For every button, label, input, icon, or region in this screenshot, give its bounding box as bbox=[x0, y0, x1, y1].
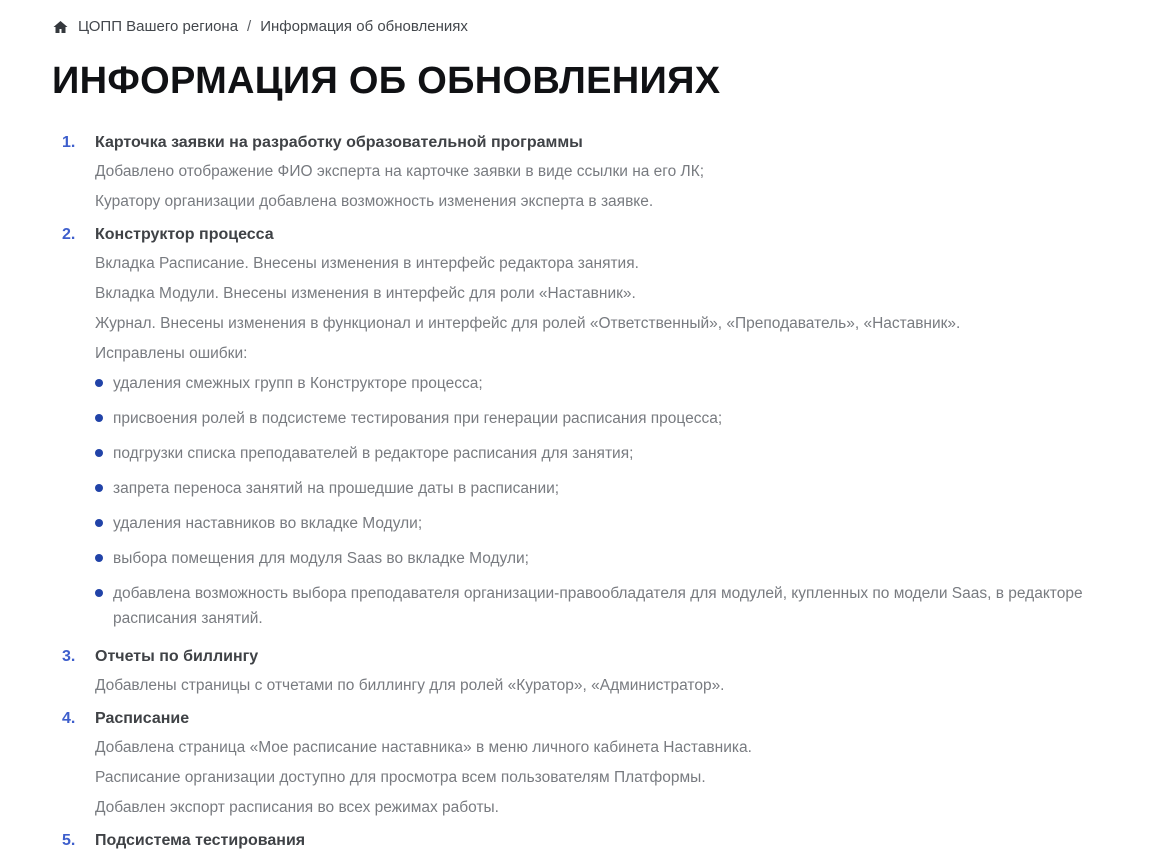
bullet-text: присвоения ролей в подсистеме тестирования при генерации расписания процесса; bbox=[113, 410, 723, 427]
update-number: 2. bbox=[62, 226, 76, 243]
bullet-list bbox=[95, 371, 1125, 631]
bullet-item bbox=[95, 511, 1125, 536]
update-paragraph: Журнал. Внесены изменения в функционал и интерфейс для ролей «Ответственный», «Преподаватель», «Наставник». bbox=[95, 315, 961, 332]
bullet-dot-icon bbox=[95, 589, 103, 597]
update-paragraph: Вкладка Модули. Внесены изменения в интерфейс для роли «Наставник». bbox=[95, 285, 636, 302]
bullet-dot-icon bbox=[95, 554, 103, 562]
update-heading: Подсистема тестирования bbox=[95, 832, 306, 849]
bullet-text: запрета переноса занятий на прошедшие даты в расписании; bbox=[113, 480, 560, 497]
bullet-dot-icon bbox=[95, 414, 103, 422]
update-item bbox=[62, 706, 1125, 828]
update-item bbox=[62, 130, 1125, 222]
bullet-dot-icon bbox=[95, 379, 103, 387]
bullet-text: выбора помещения для модуля Saas во вкладке Модули; bbox=[113, 550, 529, 567]
update-paragraph: Добавлены страницы с отчетами по биллингу для ролей «Куратор», «Администратор». bbox=[95, 677, 725, 694]
update-content bbox=[95, 644, 1125, 706]
update-heading: Конструктор процесса bbox=[95, 226, 274, 243]
bullet-dot-icon bbox=[95, 449, 103, 457]
update-number: 5. bbox=[62, 832, 76, 849]
update-content bbox=[95, 706, 1125, 828]
update-number: 3. bbox=[62, 648, 76, 665]
bullet-text: подгрузки списка преподавателей в редакторе расписания для занятия; bbox=[113, 445, 634, 462]
page-title: ИНФОРМАЦИЯ ОБ ОБНОВЛЕНИЯХ bbox=[52, 60, 721, 102]
bullet-item bbox=[95, 406, 1125, 431]
update-item bbox=[62, 222, 1125, 644]
breadcrumb-separator: / bbox=[247, 18, 252, 35]
bullet-text: удаления наставников во вкладке Модули; bbox=[113, 515, 423, 532]
bullet-item bbox=[95, 371, 1125, 396]
updates-list bbox=[52, 130, 1125, 860]
update-paragraph: Добавлен экспорт расписания во всех режимах работы. bbox=[95, 799, 499, 816]
update-paragraph: Добавлено отображение ФИО эксперта на карточке заявки в виде ссылки на его ЛК; bbox=[95, 163, 705, 180]
breadcrumb-link-home[interactable]: ЦОПП Вашего региона bbox=[78, 18, 239, 35]
update-paragraph: Вкладка Расписание. Внесены изменения в интерфейс редактора занятия. bbox=[95, 255, 639, 272]
bullet-item bbox=[95, 581, 1125, 631]
bullet-dot-icon bbox=[95, 519, 103, 527]
update-item bbox=[62, 828, 1125, 860]
update-number: 4. bbox=[62, 710, 76, 727]
bullet-item bbox=[95, 441, 1125, 466]
update-heading: Расписание bbox=[95, 710, 190, 727]
update-number: 1. bbox=[62, 134, 76, 151]
update-content bbox=[95, 222, 1125, 644]
update-item bbox=[62, 644, 1125, 706]
bullet-item bbox=[95, 546, 1125, 571]
breadcrumb-current: Информация об обновлениях bbox=[260, 18, 468, 35]
update-heading: Отчеты по биллингу bbox=[95, 648, 259, 665]
update-paragraph: Расписание организации доступно для просмотра всем пользователям Платформы. bbox=[95, 769, 706, 786]
breadcrumb bbox=[52, 18, 1125, 35]
update-paragraph: Добавлена страница «Мое расписание наставника» в меню личного кабинета Наставника. bbox=[95, 739, 752, 756]
update-heading: Карточка заявки на разработку образовательной программы bbox=[95, 134, 583, 151]
update-content bbox=[95, 828, 1125, 860]
bullet-dot-icon bbox=[95, 484, 103, 492]
update-content bbox=[95, 130, 1125, 222]
bullet-text: добавлена возможность выбора преподавателя организации-правообладателя для модулей, купленных по модели Saas, в редакторе расписания занятий. bbox=[113, 585, 1083, 627]
update-paragraph: Куратору организации добавлена возможность изменения эксперта в заявке. bbox=[95, 193, 654, 210]
home-icon[interactable] bbox=[52, 19, 69, 35]
bullet-item bbox=[95, 476, 1125, 501]
update-paragraph: Исправлены ошибки: bbox=[95, 345, 248, 362]
bullet-text: удаления смежных групп в Конструкторе процесса; bbox=[113, 375, 483, 392]
